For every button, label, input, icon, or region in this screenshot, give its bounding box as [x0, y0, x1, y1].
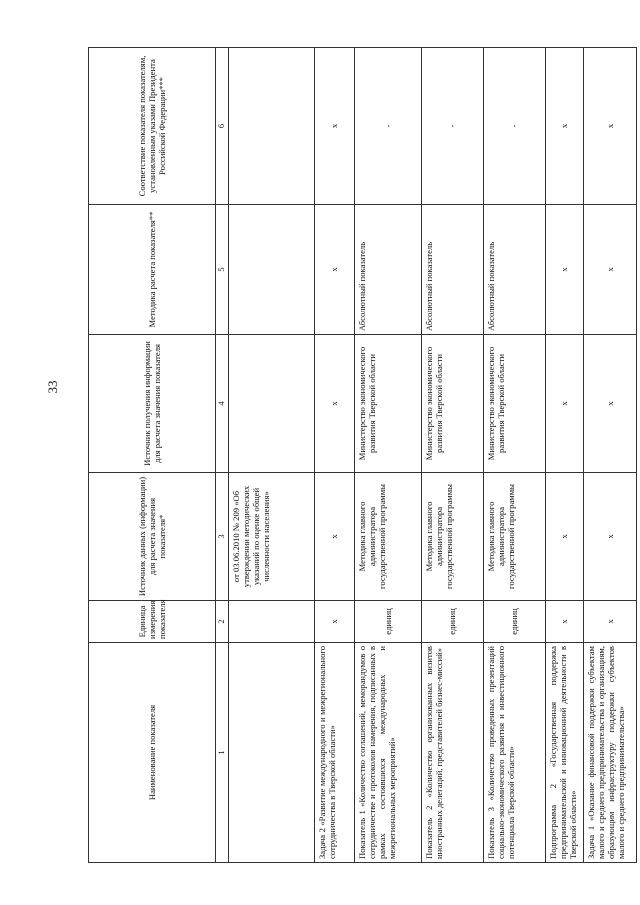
table-cell: х	[315, 335, 355, 473]
table-cell: Методика главного администратора государственной программы	[422, 473, 484, 601]
column-number: 5	[216, 205, 229, 335]
table-cell	[229, 205, 315, 335]
table-cell: Показатель 2 «Количество организованных визитов иностранных делегаций, представителей бизнес-миссий»	[422, 643, 484, 863]
table-cell: х	[546, 601, 584, 643]
header-cell: Источник получения информации для расчета значения показателя	[89, 335, 216, 473]
table-row	[229, 48, 315, 863]
table-cell: х	[546, 205, 584, 335]
column-number: 4	[216, 335, 229, 473]
table-row	[484, 48, 546, 863]
table-cell: Абсолютный показатель	[422, 205, 484, 335]
table-cell: -	[422, 48, 484, 205]
table-cell: Методика главного администратора государственной программы	[355, 473, 422, 601]
rotated-table-container	[88, 48, 627, 863]
header-cell: Методика расчета показателя**	[89, 205, 216, 335]
table-cell: х	[584, 601, 637, 643]
column-number: 6	[216, 48, 229, 205]
header-cell: Единица измерения показателя	[89, 601, 216, 643]
table-cell: х	[584, 48, 637, 205]
table-cell: Подпрограмма 2 «Государственная поддержка предпринимательской и инновационной деятельности в Тверской области»	[546, 643, 584, 863]
table-cell: х	[546, 335, 584, 473]
table-cell: х	[315, 205, 355, 335]
column-number-row	[216, 48, 229, 863]
table-cell: Министерство экономического развития Тверской области	[355, 335, 422, 473]
table-cell: х	[315, 48, 355, 205]
table-row	[584, 48, 637, 863]
header-cell: Наименование показателя	[89, 643, 216, 863]
table-cell	[229, 643, 315, 863]
column-number: 1	[216, 643, 229, 863]
header-row	[89, 48, 216, 863]
table-cell	[229, 601, 315, 643]
table-row	[546, 48, 584, 863]
table-cell	[229, 48, 315, 205]
table-cell: х	[546, 48, 584, 205]
table-cell: Задача 1 «Оказание финансовой поддержки субъектам малого и среднего предпринимательства и организациям, образующим инфраструктуру поддержки субъектов малого и среднего предпринимательства»	[584, 643, 637, 863]
table-cell: х	[584, 205, 637, 335]
table-cell: х	[315, 601, 355, 643]
column-number: 3	[216, 473, 229, 601]
table-cell: единиц	[355, 601, 422, 643]
table-cell: х	[546, 473, 584, 601]
table-cell: Задача 2 «Развитие международного и межрегионального сотрудничества в Тверской области»	[315, 643, 355, 863]
table-cell: Министерство экономического развития Тверской области	[422, 335, 484, 473]
header-cell: Источник данных (информации) для расчета значения показателя*	[89, 473, 216, 601]
table-cell: Абсолютный показатель	[355, 205, 422, 335]
table-cell: х	[584, 335, 637, 473]
page-number: 33	[45, 380, 60, 394]
table-cell: Показатель 3 «Количество проведенных презентаций социально-экономического развития и инвестиционного потенциала Тверской области»	[484, 643, 546, 863]
table-cell: единиц	[422, 601, 484, 643]
table-cell: Методика главного администратора государственной программы	[484, 473, 546, 601]
table-cell: Министерство экономического развития Тверской области	[484, 335, 546, 473]
table-cell: от 03.06.2010 № 209 «Об утверждении методических указаний по оценке общей численности населения»	[229, 473, 315, 601]
table-row	[422, 48, 484, 863]
table-cell: Показатель 1 «Количество соглашений, меморандумов о сотрудничестве и протоколов намерения, подписанных в рамках состоявшихся международных и межрегиональных мероприятий»	[355, 643, 422, 863]
indicators-table	[88, 47, 637, 863]
table-cell	[229, 335, 315, 473]
column-number: 2	[216, 601, 229, 643]
table-cell: х	[584, 473, 637, 601]
table-cell: -	[355, 48, 422, 205]
table-cell: х	[315, 473, 355, 601]
table-cell: -	[484, 48, 546, 205]
header-cell: Соответствие показателя показателям, установленным указами Президента Российской Федерации***	[89, 48, 216, 205]
table-row	[315, 48, 355, 863]
table-row	[355, 48, 422, 863]
table-cell: единиц	[484, 601, 546, 643]
table-cell: Абсолютный показатель	[484, 205, 546, 335]
